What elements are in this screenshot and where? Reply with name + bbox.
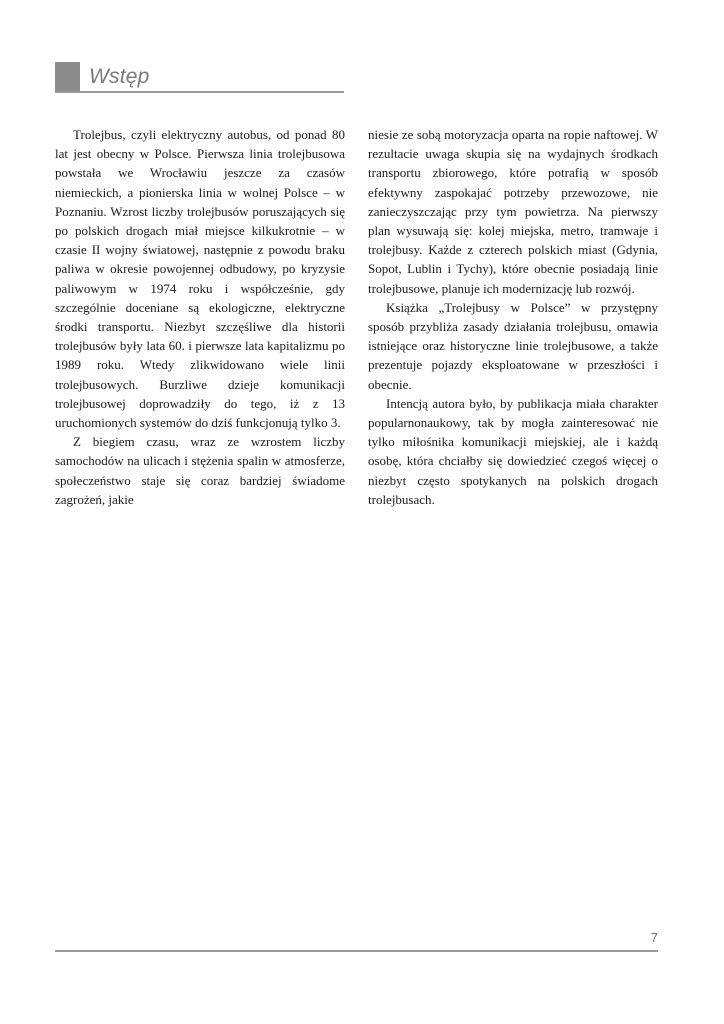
page-number: 7 <box>650 930 658 945</box>
left-column <box>55 125 345 509</box>
section-title: Wstęp <box>89 65 150 88</box>
header-rule <box>55 91 344 93</box>
paragraph: Intencją autora było, by publikacja miała charakter popularnonaukowy, tak by mogła zainteresować nie tylko miłośnika komunikacji miejskiej, ale i każdą osobę, która chciałby się dowiedzieć czegoś więcej o niezbyt często spotykanych na polskich drogach trolejbusach. <box>368 395 658 507</box>
paragraph: Trolejbus, czyli elektryczny autobus, od ponad 80 lat jest obecny w Polsce. Pierwsza linia trolejbusowa powstała we Wrocławiu jeszcze za czasów niemieckich, a pionierska linia w wolnej Polsce – w Poznaniu. Wzrost liczby trolejbusów poruszających się po polskich drogach miał miejsce kilkukrotnie – w czasie II wojny światowej, następnie z powodu braku paliwa w okresie powojennej odbudowy, po kryzysie paliwowym w 1974 roku i współcześnie, gdy szczególnie doceniane są ekologiczne, elektryczne środki transportu. Niezbyt szczęśliwe dla historii trolejbusów były lata 60. i pierwsze lata kapitalizmu po 1989 roku. Wtedy zlikwidowano wiele linii trolejbusowych. Burzliwe dzieje komunikacji trolejbusowej doprowadziły do tego, iż z 13 uruchomionych systemów do dziś funkcjonują tylko 3. <box>55 127 345 431</box>
section-header <box>55 62 344 94</box>
header-color-block <box>55 62 80 92</box>
footer-rule <box>55 950 658 952</box>
paragraph: Książka „Trolejbusy w Polsce” w przystępny sposób przybliża zasady działania trolejbusu, omawia istniejące oraz historyczne linie trolejbusowe, a także prezentuje pojazdy eksploatowane w przeszłości i obecnie. <box>368 299 658 392</box>
paragraph-continuation: niesie ze sobą motoryzacja oparta na ropie naftowej. W rezultacie uwaga skupia się na wydajnych środkach transportu zbiorowego, które potrafią w sposób efektywny zaspokajać potrzeby przewozowe, nie zanieczyszczając przy tym powietrza. Na pierwszy plan wysuwają się: kolej miejska, metro, tramwaje i trolejbusy. Każde z czterech polskich miast (Gdynia, Sopot, Lublin i Tychy), które obecnie posiadają linie trolejbusowe, planuje ich modernizację lub rozwój. <box>368 127 658 296</box>
right-column <box>368 125 658 509</box>
paragraph: Z biegiem czasu, wraz ze wzrostem liczby samochodów na ulicach i stężenia spalin w atmosferze, społeczeństwo staje się coraz bardziej świadome zagrożeń, jakie <box>55 434 345 507</box>
